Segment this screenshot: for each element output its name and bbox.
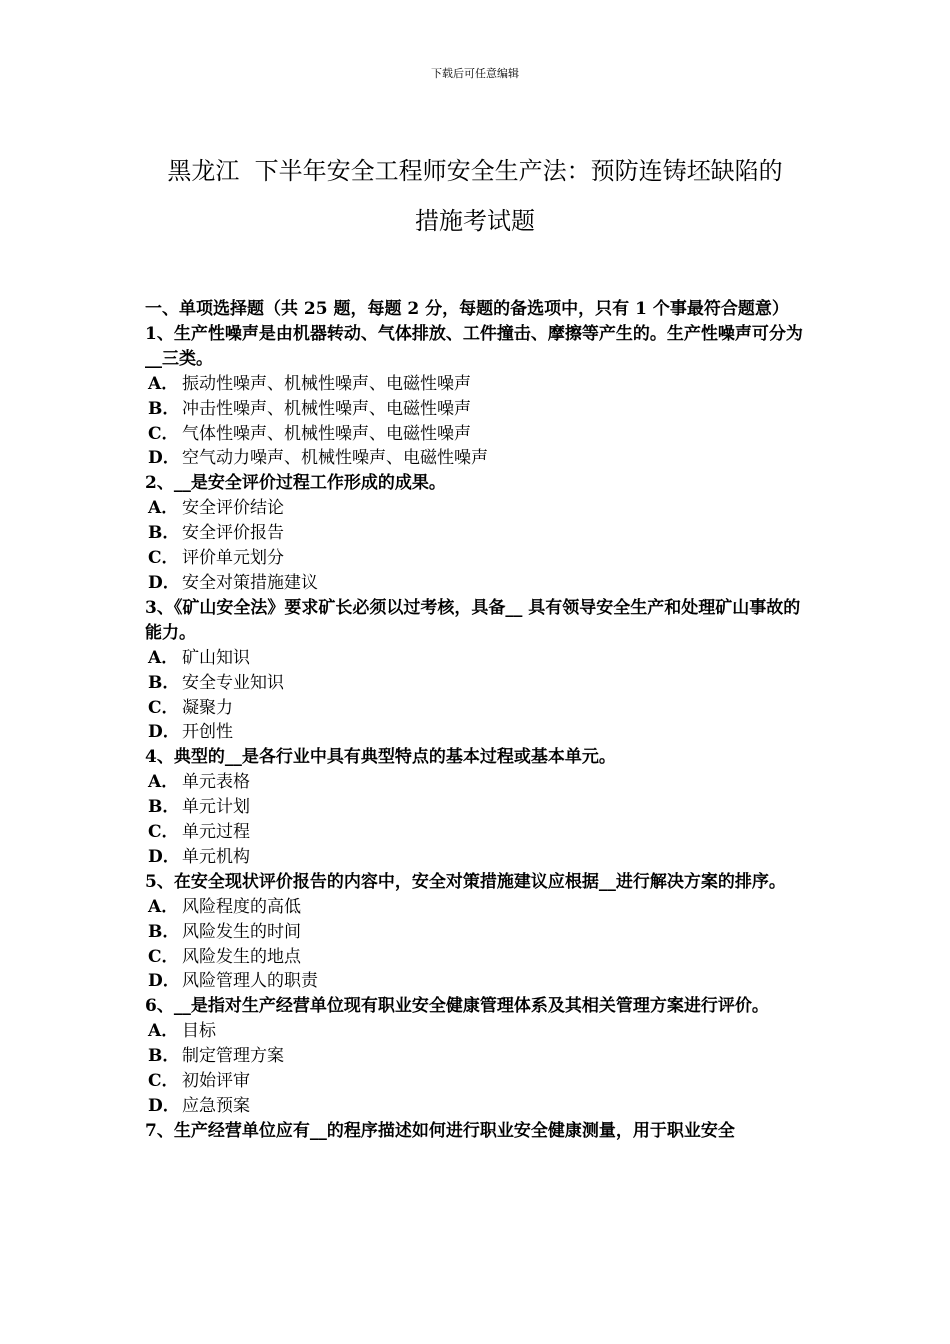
option-text: 风险管理人的职责 (182, 971, 318, 992)
option-letter: A． (148, 772, 179, 793)
option-a (145, 646, 808, 671)
option-text: 安全评价报告 (182, 523, 284, 544)
question-text: 2、__是安全评价过程工作形成的成果。 (145, 473, 446, 494)
option-b (145, 920, 808, 945)
option-letter: C． (148, 548, 179, 569)
question-list (145, 322, 808, 1144)
option-text: 空气动力噪声、机械性噪声、电磁性噪声 (182, 448, 488, 469)
question-1 (145, 322, 808, 471)
option-letter: D． (148, 1096, 180, 1116)
option-a (145, 1019, 808, 1044)
option-letter: B． (148, 797, 180, 818)
question-2 (145, 471, 808, 596)
question-text: 1、生产性噪声是由机器转动、气体排放、工件撞击、摩擦等产生的。生产性噪声可分为__三类。 (145, 323, 803, 369)
option-text: 应急预案 (182, 1096, 250, 1116)
question-3 (145, 596, 808, 745)
question-text: 5、在安全现状评价报告的内容中，安全对策措施建议应根据__进行解决方案的排序。 (145, 871, 786, 892)
option-text: 初始评审 (182, 1071, 250, 1092)
header-note: 下载后可任意编辑 (431, 67, 519, 80)
option-letter: A． (148, 647, 179, 668)
option-a (145, 372, 808, 397)
question-7 (145, 1119, 808, 1144)
option-b (145, 521, 808, 546)
option-c (145, 696, 808, 721)
option-letter: D． (148, 971, 180, 992)
option-c (145, 820, 808, 845)
option-text: 单元机构 (182, 846, 250, 867)
option-letter: C． (148, 822, 179, 843)
option-c (145, 945, 808, 970)
question-4 (145, 745, 808, 870)
page-title (120, 146, 830, 246)
question-5 (145, 870, 808, 995)
option-b (145, 397, 808, 422)
option-d (145, 446, 808, 471)
question-text: 4、典型的__是各行业中具有典型特点的基本过程或基本单元。 (145, 747, 616, 768)
question-text: 7、生产经营单位应有__的程序描述如何进行职业安全健康测量，用于职业安全 (145, 1120, 735, 1141)
option-text: 目标 (182, 1021, 216, 1042)
option-letter: D． (148, 846, 180, 867)
option-c (145, 1069, 808, 1094)
option-text: 风险发生的时间 (182, 921, 301, 942)
option-c (145, 546, 808, 571)
option-a (145, 496, 808, 521)
option-text: 振动性噪声、机械性噪声、电磁性噪声 (182, 373, 471, 394)
option-d (145, 845, 808, 870)
option-text: 单元计划 (182, 797, 250, 818)
option-letter: B． (148, 523, 180, 544)
option-b (145, 1044, 808, 1069)
option-d (145, 571, 808, 596)
option-letter: C． (148, 1071, 179, 1092)
option-letter: A． (148, 373, 179, 394)
option-text: 单元表格 (182, 772, 250, 793)
option-text: 冲击性噪声、机械性噪声、电磁性噪声 (182, 398, 471, 419)
title-line-1: 黑龙江 下半年安全工程师安全生产法：预防连铸坯缺陷的 (167, 157, 783, 185)
option-d (145, 1094, 808, 1119)
option-b (145, 671, 808, 696)
option-letter: D． (148, 572, 180, 593)
option-text: 风险发生的地点 (182, 946, 301, 967)
option-letter: C． (148, 697, 179, 718)
title-line-2: 措施考试题 (415, 207, 535, 235)
question-6 (145, 994, 808, 1119)
option-text: 风险程度的高低 (182, 896, 301, 917)
option-b (145, 795, 808, 820)
question-text: 3、《矿山安全法》要求矿长必须以过考核，具备__ 具有领导安全生产和处理矿山事故的能力。 (145, 597, 801, 643)
option-letter: D． (148, 448, 180, 469)
option-letter: B． (148, 398, 180, 419)
option-letter: B． (148, 921, 180, 942)
option-text: 安全专业知识 (182, 672, 284, 693)
option-letter: C． (148, 423, 179, 444)
option-letter: A． (148, 498, 179, 519)
option-text: 单元过程 (182, 822, 250, 843)
option-d (145, 720, 808, 745)
section-heading: 一、单项选择题（共 25 题，每题 2 分，每题的备选项中，只有 1 个事最符合题意） (145, 299, 789, 319)
option-text: 气体性噪声、机械性噪声、电磁性噪声 (182, 423, 471, 444)
option-letter: B． (148, 1046, 180, 1067)
option-d (145, 969, 808, 994)
option-letter: A． (148, 896, 179, 917)
option-a (145, 770, 808, 795)
option-letter: C． (148, 946, 179, 967)
option-c (145, 422, 808, 447)
option-text: 矿山知识 (182, 647, 250, 668)
option-text: 安全对策措施建议 (182, 572, 318, 593)
option-text: 制定管理方案 (182, 1046, 284, 1067)
option-letter: D． (148, 722, 180, 743)
question-text: 6、__是指对生产经营单位现有职业安全健康管理体系及其相关管理方案进行评价。 (145, 996, 769, 1017)
option-text: 安全评价结论 (182, 498, 284, 519)
option-a (145, 895, 808, 920)
option-text: 开创性 (182, 722, 233, 743)
option-letter: B． (148, 672, 180, 693)
option-text: 评价单元划分 (182, 548, 284, 569)
option-letter: A． (148, 1021, 179, 1042)
option-text: 凝聚力 (182, 697, 233, 718)
exam-content (145, 297, 808, 1144)
